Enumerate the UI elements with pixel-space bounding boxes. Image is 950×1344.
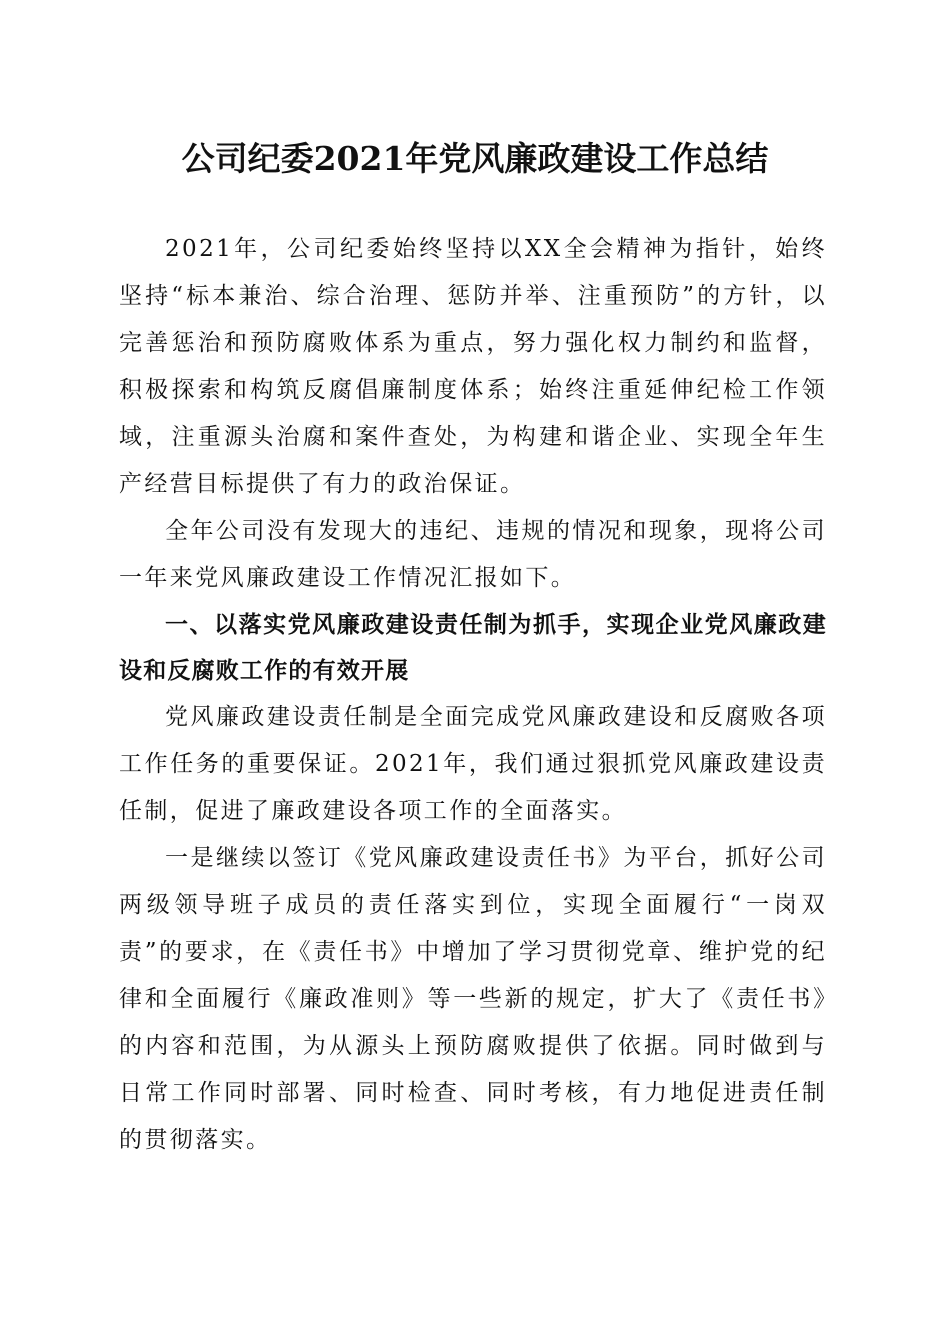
paragraph-summary: 全年公司没有发现大的违纪、违规的情况和现象，现将公司一年来党风廉政建设工作情况汇报如下。 bbox=[119, 518, 827, 591]
section-heading-1: 一、以落实党风廉政建设责任制为抓手，实现企业党风廉政建设和反腐败工作的有效开展 bbox=[119, 612, 827, 684]
document-title: 公司纪委2021年党风廉政建设工作总结 bbox=[181, 139, 769, 178]
paragraph-section-1-intro: 党风廉政建设责任制是全面完成党风廉政建设和反腐败各项工作任务的重要保证。2021年，我们通过狠抓党风廉政建设责任制，促进了廉政建设各项工作的全面落实。 bbox=[119, 704, 827, 824]
paragraph-section-1-point-1: 一是继续以签订《党风廉政建设责任书》为平台，抓好公司两级领导班子成员的责任落实到位，实现全面履行“一岗双责”的要求，在《责任书》中增加了学习贯彻党章、维护党的纪律和全面履行《廉政准则》等一些新的规定，扩大了《责任书》的内容和范围，为从源头上预防腐败提供了依据。同时做到与日常工作同时部署、同时检查、同时考核，有力地促进责任制的贯彻落实。 bbox=[119, 845, 827, 1153]
document-body bbox=[119, 226, 827, 1164]
paragraph-intro: 2021年，公司纪委始终坚持以XX全会精神为指针，始终坚持“标本兼治、综合治理、惩防并举、注重预防”的方针，以完善惩治和预防腐败体系为重点，努力强化权力制约和监督，积极探索和构筑反腐倡廉制度体系；始终注重延伸纪检工作领域，注重源头治腐和案件查处，为构建和谐企业、实现全年生产经营目标提供了有力的政治保证。 bbox=[119, 236, 827, 497]
